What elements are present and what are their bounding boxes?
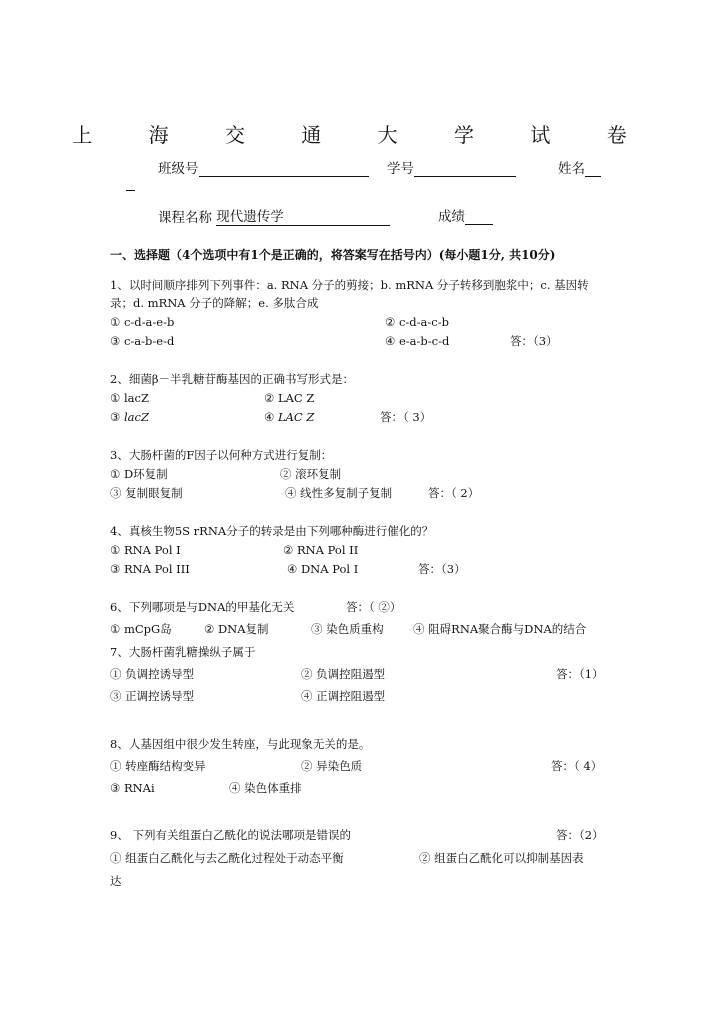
q4-option-2: ② RNA Pol II xyxy=(283,543,359,557)
q1-stem-line2: 录；d. mRNA 分子的降解；e. 多肽合成 xyxy=(110,296,319,310)
q7-option-1: ① 负调控诱导型 xyxy=(110,667,195,681)
class-number-field xyxy=(158,161,369,177)
q8-option-2: ② 异染色质 xyxy=(301,759,363,773)
q9-option-2: ② 组蛋白乙酰化可以抑制基因表 xyxy=(419,851,584,865)
course-label: 课程名称 xyxy=(158,210,212,226)
q9-option-2-continued: 达 xyxy=(110,874,122,888)
q3-answer: 答：（ 2） xyxy=(428,486,480,500)
q6-option-1: ① mCpG岛 xyxy=(110,622,172,636)
q6-answer: 答：（ ②） xyxy=(346,600,402,614)
student-id-blank xyxy=(414,162,516,177)
q4-answer: 答：（3） xyxy=(418,562,466,576)
course-value: 现代遗传学 xyxy=(216,209,284,225)
q2-option-4 xyxy=(264,410,314,424)
class-number-label: 班级号 xyxy=(158,161,199,177)
q1-option-2: ② c-d-a-c-b xyxy=(385,315,449,329)
q6-option-3: ③ 染色质重构 xyxy=(311,622,384,636)
q2-stem: 2、细菌β－半乳糖苷酶基因的正确书写形式是： xyxy=(110,372,354,386)
q2-option-2: ② LAC Z xyxy=(264,391,315,405)
q6-stem: 6、下列哪项是与DNA的甲基化无关 xyxy=(110,600,295,614)
name-label: 姓名 xyxy=(558,161,585,177)
q3-option-3: ③ 复制眼复制 xyxy=(110,486,183,500)
name-blank xyxy=(585,162,601,177)
q8-stem: 8、人基因组中很少发生转座，与此现象无关的是。 xyxy=(110,737,371,751)
score-field xyxy=(438,209,493,225)
q3-option-4: ④ 线性多复制子复制 xyxy=(285,486,393,500)
q2-option-3 xyxy=(110,410,149,424)
q2-answer: 答：（ 3） xyxy=(380,410,432,424)
q4-option-4: ④ DNA Pol I xyxy=(287,562,359,576)
q7-answer: 答：（1） xyxy=(556,667,604,681)
course-blank xyxy=(216,209,390,226)
section-heading: 一、选择题（4个选项中有1个是正确的，将答案写在括号内）(每小题1分, 共10分) xyxy=(110,248,556,262)
q3-option-2: ② 滚环复制 xyxy=(280,467,342,481)
q9-stem: 9、 下列有关组蛋白乙酰化的说法哪项是错误的 xyxy=(110,828,351,842)
q7-option-2: ② 负调控阻遏型 xyxy=(301,667,386,681)
q1-option-3: ③ c-a-b-e-d xyxy=(110,334,175,348)
q4-stem: 4、真核生物5S rRNA分子的转录是由下列哪种酶进行催化的？ xyxy=(110,524,434,538)
q1-stem-line1: 1、以时间顺序排列下列事件：a. RNA 分子的剪接；b. mRNA 分子转移到胞浆中；c. 基因转 xyxy=(110,278,589,292)
q2-option-3-text: lacZ xyxy=(123,410,149,424)
q1-answer: 答：（3） xyxy=(510,334,558,348)
q3-option-1: ① D环复制 xyxy=(110,467,168,481)
name-blank-continued xyxy=(126,190,135,191)
score-blank xyxy=(465,210,493,225)
q8-option-1: ① 转座酶结构变异 xyxy=(110,759,206,773)
q9-answer: 答：（2） xyxy=(556,828,604,842)
student-id-label: 学号 xyxy=(387,161,414,177)
q4-option-3: ③ RNA Pol III xyxy=(110,562,190,576)
q2-option-4-number: ④ xyxy=(264,410,278,424)
q6-option-2: ② DNA复制 xyxy=(204,622,269,636)
name-field xyxy=(558,161,601,177)
exam-title: 上 海 交 通 大 学 试 卷 xyxy=(72,123,652,147)
q3-stem: 3、大肠杆菌的F因子以何种方式进行复制： xyxy=(110,448,333,462)
student-id-field xyxy=(387,161,516,177)
q6-option-4: ④ 阻碍RNA聚合酶与DNA的结合 xyxy=(413,622,587,636)
q2-option-3-number: ③ xyxy=(110,410,124,424)
q7-option-4: ④ 正调控阻遏型 xyxy=(301,689,386,703)
q7-stem: 7、大肠杆菌乳糖操纵子属于 xyxy=(110,645,256,659)
q8-answer: 答：（ 4） xyxy=(551,759,603,773)
q1-option-1: ① c-d-a-e-b xyxy=(110,315,175,329)
q1-option-4: ④ e-a-b-c-d xyxy=(385,334,450,348)
q8-option-3: ③ RNAi xyxy=(110,781,155,795)
q9-option-1: ① 组蛋白乙酰化与去乙酰化过程处于动态平衡 xyxy=(110,851,344,865)
q7-option-3: ③ 正调控诱导型 xyxy=(110,689,195,703)
q2-option-1: ① lacZ xyxy=(110,391,149,405)
q4-option-1: ① RNA Pol I xyxy=(110,543,181,557)
q2-option-4-text: LAC Z xyxy=(277,410,315,424)
course-field xyxy=(158,209,390,226)
score-label: 成绩 xyxy=(438,209,465,225)
q8-option-4: ④ 染色体重排 xyxy=(229,781,302,795)
class-number-blank xyxy=(199,162,369,177)
